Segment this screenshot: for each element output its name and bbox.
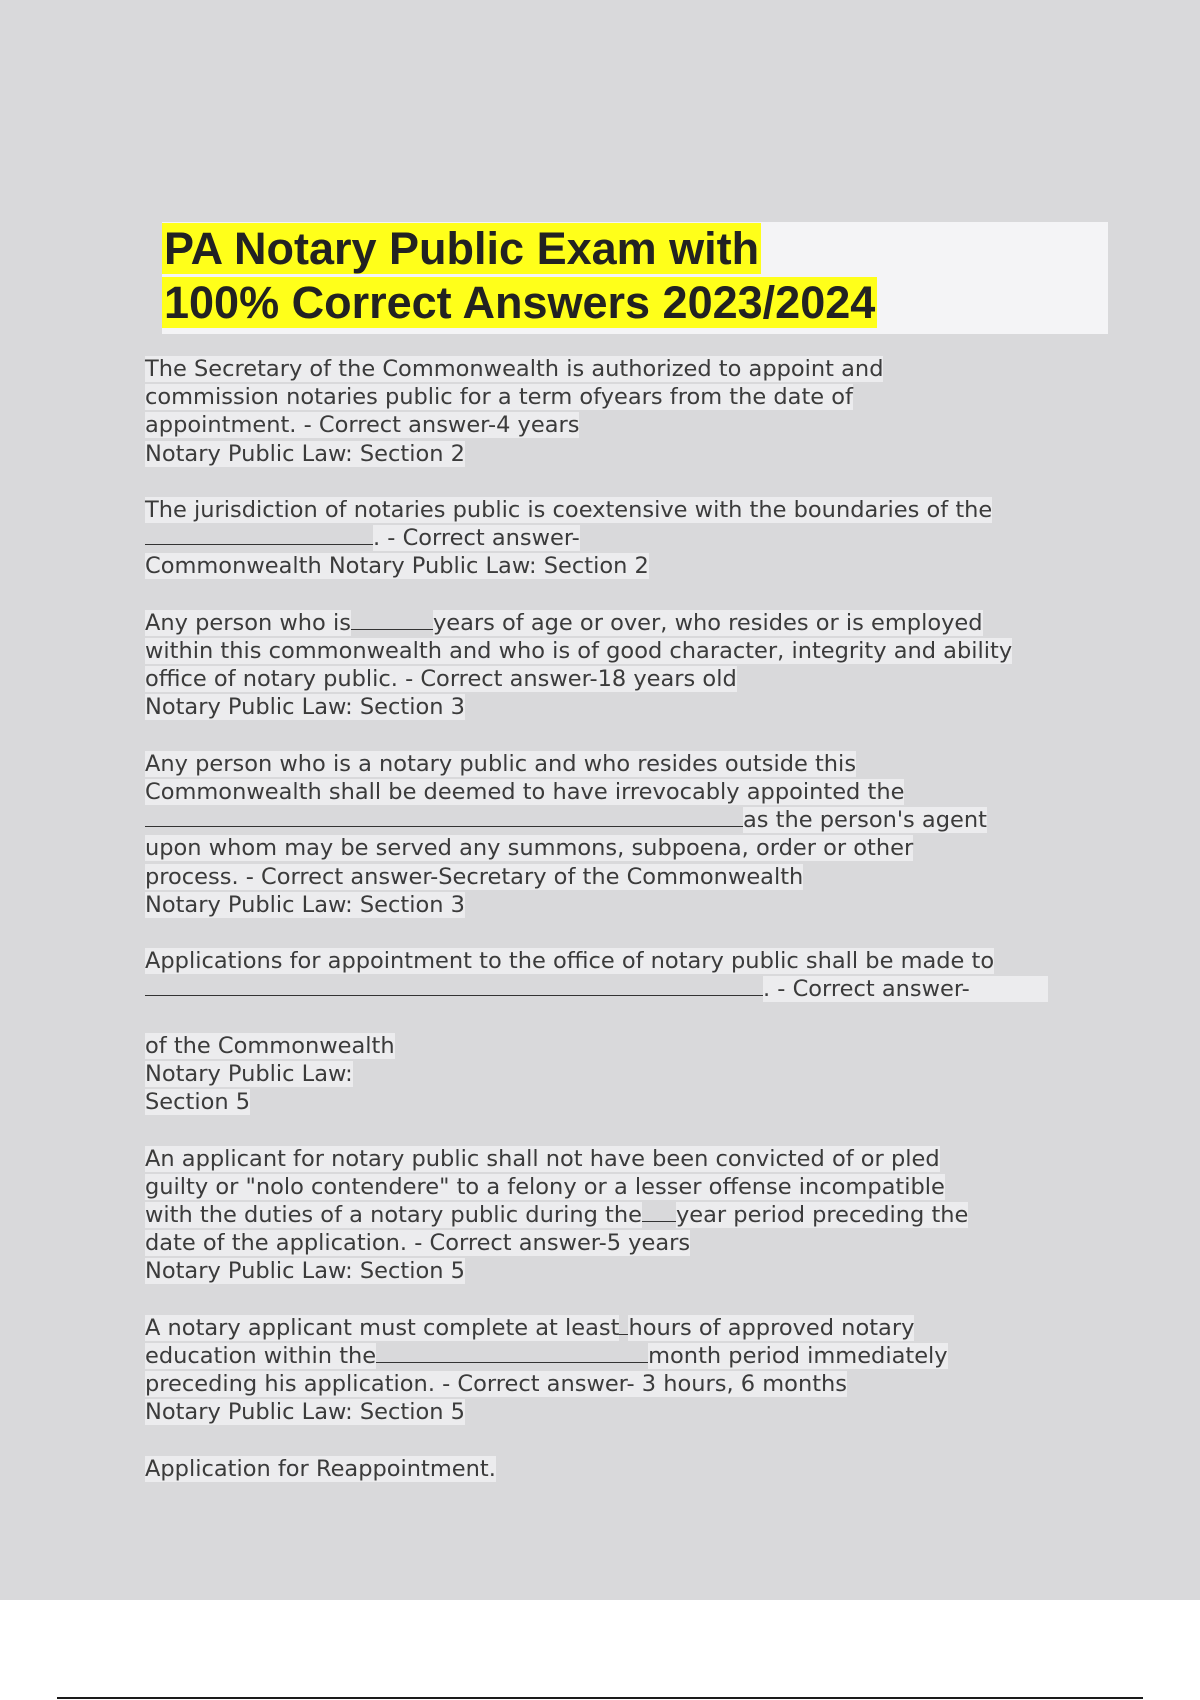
document-body (145, 355, 1105, 1511)
question-text: as the person's agent (743, 807, 987, 834)
question-text: The jurisdiction of notaries public is coextensive with the boundaries of the (145, 497, 993, 523)
answer-text: . - Correct answer- (373, 525, 580, 552)
answer-blank (145, 975, 763, 996)
question-text: hours of approved notary (628, 1314, 915, 1341)
question-block (145, 609, 1105, 722)
answer-text: date of the application. - Correct answer-5 years (145, 1230, 691, 1257)
question-text: within this commonwealth and who is of good character, integrity and ability (145, 638, 1013, 664)
answer-blank (642, 1201, 676, 1222)
question-text: A notary applicant must complete at least (145, 1314, 620, 1341)
law-reference: Notary Public Law: Section 3 (145, 891, 465, 918)
question-text: Any person who is a notary public and who resides outside this (145, 750, 857, 777)
answer-text: . - Correct answer- (763, 976, 1048, 1002)
question-text: with the duties of a notary public during the (145, 1202, 642, 1228)
question-text: Applications for appointment to the office of notary public shall be made to (145, 948, 995, 975)
answer-blank (376, 1342, 648, 1363)
footer-divider (57, 1697, 1143, 1699)
question-block (145, 496, 1105, 581)
answer-text: Commonwealth Notary Public Law: Section 2 (145, 553, 649, 580)
answer-text: of the Commonwealth (145, 1032, 395, 1059)
law-reference: Section 5 (145, 1089, 251, 1116)
question-text: month period immediately (648, 1343, 948, 1369)
law-reference: Notary Public Law: Section 5 (145, 1399, 465, 1426)
question-block (145, 947, 1105, 1116)
question-text: Commonwealth shall be deemed to have irrevocably appointed the (145, 779, 905, 805)
law-reference: Notary Public Law: Section 2 (145, 440, 465, 467)
section-heading: Application for Reappointment. (145, 1455, 496, 1482)
question-text: An applicant for notary public shall not have been convicted of or pled (145, 1145, 940, 1172)
question-text: year period preceding the (675, 1202, 969, 1228)
question-block (145, 1314, 1105, 1427)
question-block (145, 355, 1105, 468)
answer-text: preceding his application. - Correct answer- 3 hours, 6 months (145, 1371, 848, 1398)
question-text: upon whom may be served any summons, subpoena, order or other (145, 835, 914, 862)
law-reference: Notary Public Law: Section 5 (145, 1258, 465, 1285)
law-reference: Notary Public Law: (145, 1061, 353, 1087)
answer-blank (351, 609, 433, 630)
question-text: education within the (145, 1343, 377, 1369)
question-text: Any person who is (145, 609, 351, 636)
question-block (145, 750, 1105, 919)
document-title (162, 222, 877, 330)
answer-blank (145, 524, 373, 545)
answer-text: appointment. - Correct answer-4 years (145, 412, 580, 439)
title-line-2: 100% Correct Answers 2023/2024 (164, 277, 876, 328)
question-block (145, 1455, 1105, 1483)
question-text: guilty or "nolo contendere" to a felony or a lesser offense incompatible (145, 1173, 945, 1200)
title-line-1: PA Notary Public Exam with (164, 223, 760, 274)
answer-text: process. - Correct answer-Secretary of the Commonwealth (145, 863, 804, 890)
question-block (145, 1145, 1105, 1286)
answer-blank (145, 806, 743, 827)
question-text: The Secretary of the Commonwealth is authorized to appoint and (145, 356, 884, 382)
law-reference: Notary Public Law: Section 3 (145, 694, 465, 721)
question-text: years of age or over, who resides or is employed (432, 609, 983, 636)
question-text: commission notaries public for a term ofyears from the date of (145, 384, 853, 411)
answer-text: office of notary public. - Correct answer-18 years old (145, 666, 737, 693)
